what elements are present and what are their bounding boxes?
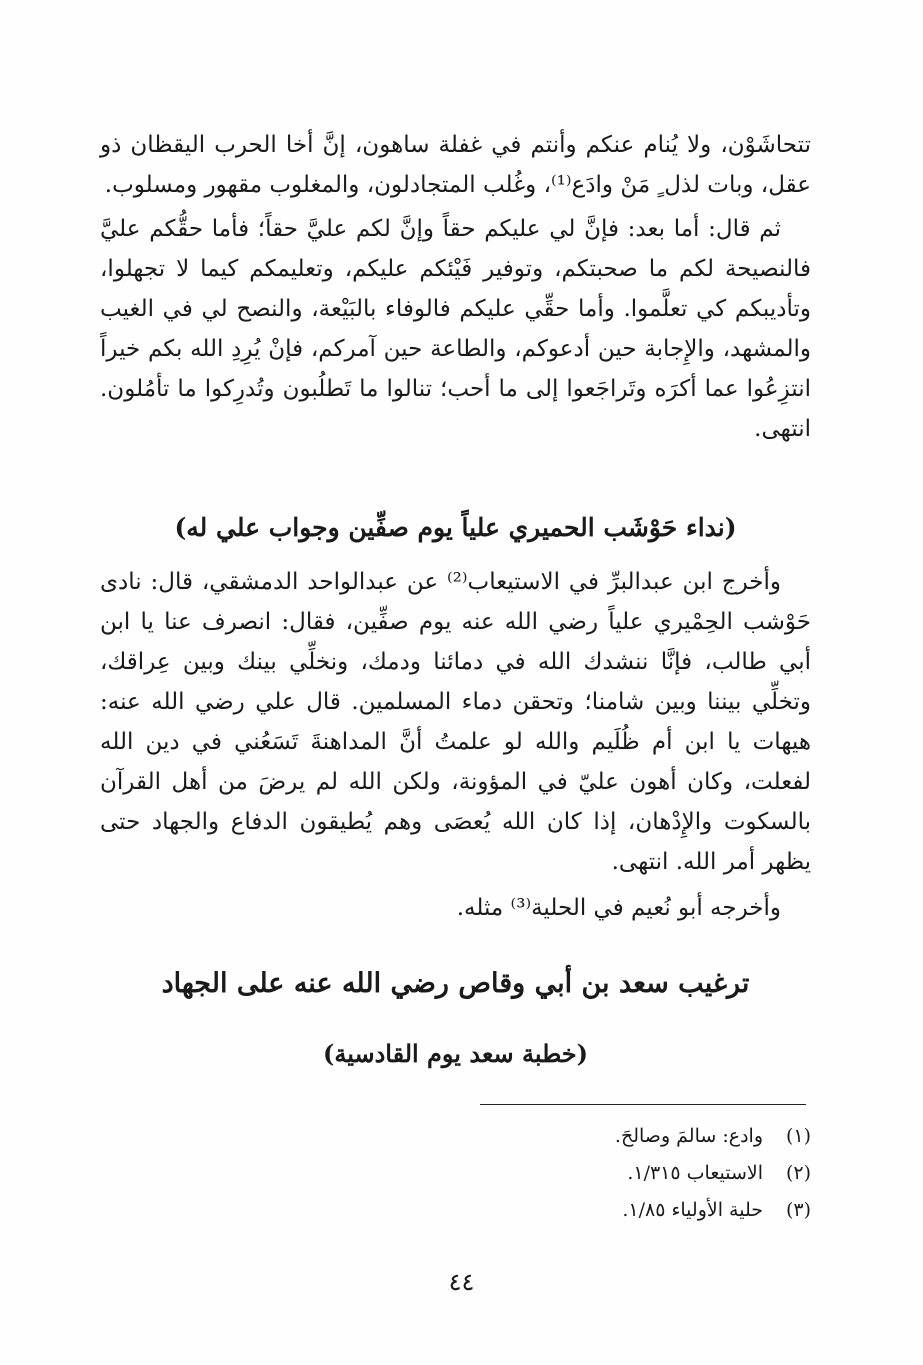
footnote-text: وادع: سالمَ وصالحَ. (614, 1125, 763, 1147)
paragraph-1: تتحاشَوْن، ولا يُنام عنكم وأنتم في غفلة ساهون، إنَّ أخا الحرب اليقظان ذو عقل، وبات لذل ٍ مَنْ وادَع⁽¹⁾، وغُلب المتجادلون، والمغلوب مقهور ومسلوب. (100, 132, 811, 198)
paragraph-2: ثم قال: أما بعد: فإنَّ لي عليكم حقاً وإنَّ لكم عليَّ حقاً؛ فأما حقُّكم عليَّ فالنصيحة لكم ما صحبتكم، وتوفير فَيْئكم عليكم، وتعليمكم كيما لا تجهلوا، وتأديبكم كي تعلَّموا. وأما حقِّي عليكم فالوفاء بالبَيْعة، والنصح لي في الغيب والمشهد، والإِجابة حين أدعوكم، والطاعة حين آمركم، فإنْ يُرِدِ الله بكم خيراً انتزِعُوا عما أكرَه وتَراجَعوا إلى ما أحب؛ تنالوا ما تَطلُبون وتُدرِكوا ما تأمُلون. انتهى. (100, 216, 811, 442)
section-heading-qadisiyyah: (خطبة سعد يوم القادسية) (323, 1039, 588, 1068)
chapter-heading-saad: ترغيب سعد بن أبي وقاص رضي الله عنه على الجهاد (161, 968, 750, 999)
footnote-item (300, 1118, 811, 1155)
section-heading-hawshab: (نداء حَوْشَب الحميري علياً يوم صفِّين وجواب علي له) (174, 513, 737, 542)
footnotes (300, 1118, 811, 1229)
footnote-number: (٢) (785, 1162, 811, 1184)
paragraph-3: وأخرج ابن عبدالبرِّ في الاستيعاب⁽²⁾ عن عبدالواحد الدمشقي، قال: نادى حَوْشب الحِمْيري علياً رضي الله عنه يوم صفِّين، فقال: انصرف عنا يا ابن أبي طالب، فإنَّا ننشدك الله في دمائنا ودمك، ونخلِّي بينك وبين عِراقك، وتخلِّي بيننا وبين شامنا؛ وتحقن دماء المسلمين. قال علي رضي الله عنه: هيهات يا ابن أم ظُلَيم والله لو علمتُ أنَّ المداهنةَ تَسَعُني في دين الله لفعلت، وكان أهون عليّ في المؤونة، ولكن الله لم يرضَ من أهل القرآن بالسكوت والإِدْهان، إذا كان الله يُعصَى وهم يُطيقون الدفاع والجهاد حتى يظهر أمر الله. انتهى. (100, 569, 811, 875)
body-text-middle (100, 562, 811, 928)
paragraph-4: وأخرجه أبو نُعيم في الحلية⁽³⁾ مثله. (456, 895, 781, 921)
footnote-item (300, 1155, 811, 1192)
footnote-number: (١) (785, 1125, 811, 1147)
footnote-divider (480, 1104, 806, 1105)
footnote-text: حلية الأولياء ١/٨٥. (622, 1199, 763, 1221)
footnote-text: الاستيعاب ١/٣١٥. (627, 1162, 763, 1184)
body-text-top (100, 125, 811, 449)
footnote-item (300, 1192, 811, 1229)
page-number: ٤٤ (448, 1268, 475, 1296)
footnote-number: (٣) (785, 1199, 811, 1221)
